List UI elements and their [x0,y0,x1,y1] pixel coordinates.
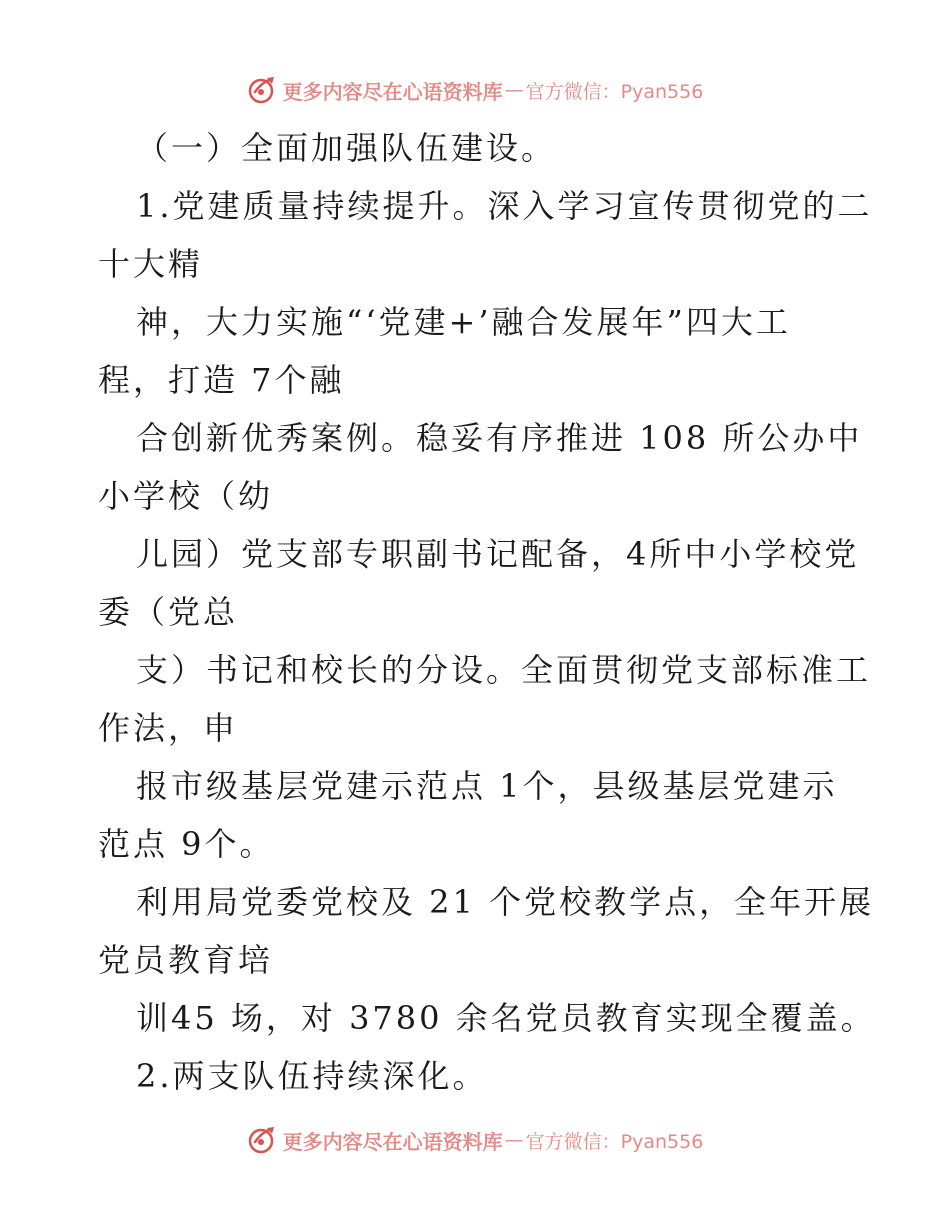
paragraph-line: 合创新优秀案例。稳妥有序推进 108 所公办中 [136,419,863,457]
paragraph-line: 支）书记和校长的分设。全面贯彻党支部标准工 [136,651,872,689]
watermark-separator: — [504,1129,524,1151]
watermark-separator: — [504,79,524,101]
watermark-banner-bottom [0,1120,950,1160]
paragraph-line: 程，打造 7个融 [98,361,345,399]
paragraph-line: 党员教育培 [98,941,274,979]
paragraph-line: 委（党总 [98,593,239,631]
paragraph-line: 利用局党委党校及 21 个党校教学点，全年开展 [136,883,875,921]
paragraph-line: 十大精 [98,245,204,283]
paragraph-line: 训45 场，对 3780 余名党员教育实现全覆盖。 [136,999,876,1037]
watermark-wechat-text: 官方微信：Pyan556 [525,80,704,103]
paragraph-line: 范点 9个。 [98,825,275,863]
brand-logo-icon [247,1125,277,1155]
watermark-site-text: 更多内容尽在心语资料库 [282,79,503,104]
watermark-wechat-text: 官方微信：Pyan556 [525,1130,704,1153]
paragraph-line: 神，大力实施“‘党建+’融合发展年”四大工 [136,303,791,341]
paragraph-line: 作法，申 [98,709,239,747]
paragraph-line: 儿园）党支部专职副书记配备，4所中小学校党 [136,535,860,573]
watermark-site-text: 更多内容尽在心语资料库 [282,1129,503,1154]
paragraph-line: 1.党建质量持续提升。深入学习宣传贯彻党的二 [136,187,873,225]
paragraph-line: 报市级基层党建示范点 1个，县级基层党建示 [136,767,838,805]
section-heading: （一）全面加强队伍建设。 [136,129,557,167]
subsection-heading: 2.两支队伍持续深化。 [136,1057,488,1095]
paragraph-line: 小学校（幼 [98,477,274,515]
